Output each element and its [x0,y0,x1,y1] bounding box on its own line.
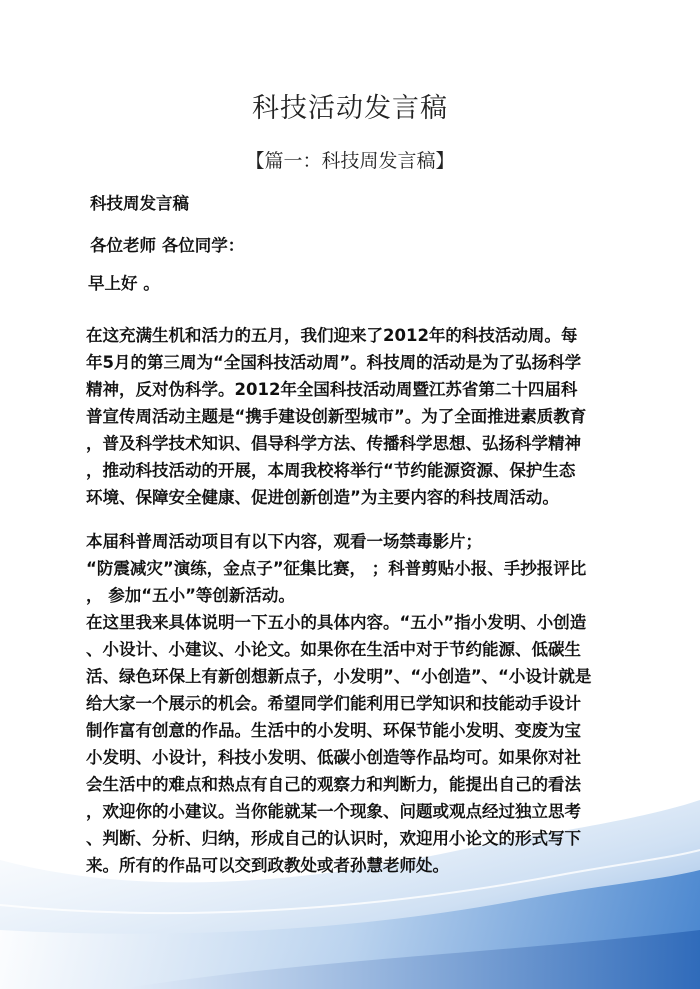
paragraph-line: 在这充满生机和活力的五月，我们迎来了2012年的科技活动周。每 [86,326,578,345]
paragraph-line: 来。所有的作品可以交到政教处或者孙慧老师处。 [86,856,449,875]
speech-heading: 科技周发言稿 [90,194,189,213]
salutation: 各位老师 各位同学： [90,236,245,255]
paragraph-line: 制作富有创意的作品。生活中的小发明、环保节能小发明、变废为宝 [86,721,581,740]
paragraph-line: 小发明、小设计，科技小发明、低碳小创造等作品均可。如果你对社 [86,748,581,767]
paragraph-line: 精神，反对伪科学。2012年全国科技活动周暨江苏省第二十四届科 [86,380,578,399]
paragraph-line: 年5月的第三周为“全国科技活动周”。科技周的活动是为了弘扬科学 [86,353,582,372]
paragraph-intro [86,322,626,511]
paragraph-line: 在这里我来具体说明一下五小的具体内容。“五小”指小发明、小创造 [86,613,587,632]
paragraph-line: ， 参加“五小”等创新活动。 [86,586,295,605]
paragraph-line: 普宣传周活动主题是“携手建设创新型城市”。为了全面推进素质教育 [86,407,587,426]
paragraph-line: “防震减灾”演练，金点子”征集比赛， ；科普剪贴小报、手抄报评比 [86,559,587,578]
document-title: 科技活动发言稿 [252,93,448,124]
document-subtitle: 【篇一：科技周发言稿】 [245,150,455,172]
greeting: 早上好 。 [88,274,160,293]
paragraph-line: 、小设计、小建议、小论文。如果你在生活中对于节约能源、低碳生 [86,640,581,659]
paragraph-line: ，推动科技活动的开展，本周我校将举行“节约能源资源、保护生态 [86,461,576,480]
paragraph-line: ，欢迎你的小建议。当你能就某一个现象、问题或观点经过独立思考 [86,802,581,821]
paragraph-line: 会生活中的难点和热点有自己的观察力和判断力，能提出自己的看法 [86,775,581,794]
paragraph-line: 本届科普周活动项目有以下内容，观看一场禁毒影片； [86,532,482,551]
paragraph-line: 活、绿色环保上有新创想新点子，小发明”、“小创造”、“小设计就是 [86,667,592,686]
paragraph-line: 、判断、分析、归纳，形成自己的认识时，欢迎用小论文的形式写下 [86,829,581,848]
paragraph-line: ，普及科学技术知识、倡导科学方法、传播科学思想、弘扬科学精神 [86,434,581,453]
paragraph-line: 给大家一个展示的机会。希望同学们能利用已学知识和技能动手设计 [86,694,581,713]
paragraph-activities [86,528,626,879]
paragraph-line: 环境、保障安全健康、促进创新创造”为主要内容的科技周活动。 [86,488,559,507]
